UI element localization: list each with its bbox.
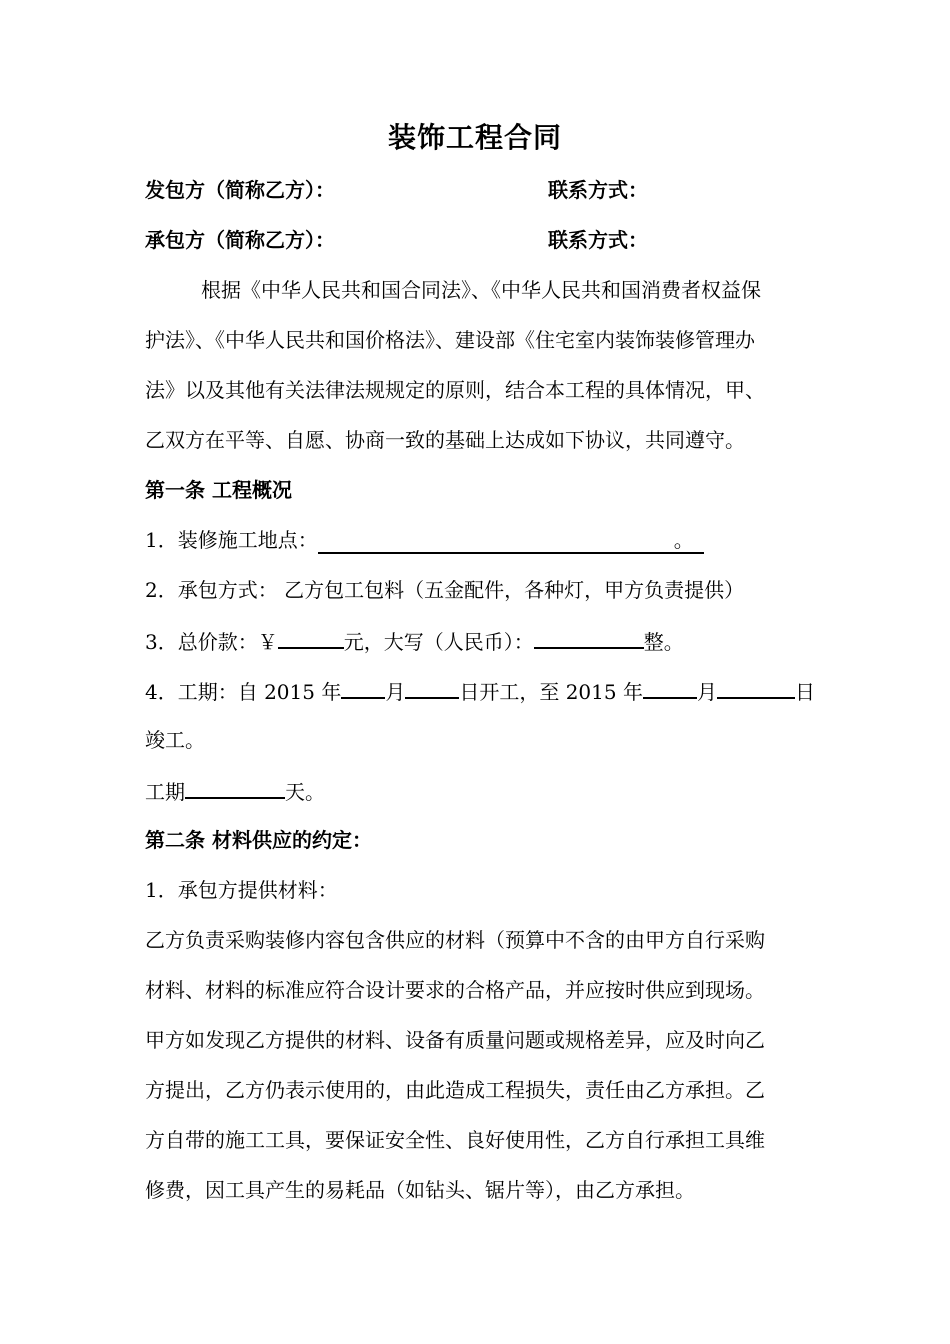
- item-1-label: 1．装修施工地点：: [145, 528, 318, 552]
- preamble-line-3: 法》以及其他有关法律法规规定的原则，结合本工程的具体情况，甲、: [145, 378, 765, 402]
- period-start-label: 4．工期：自 2015 年: [145, 680, 342, 704]
- address-blank: [318, 528, 704, 554]
- party-a-label: 发包方（简称乙方）：: [145, 178, 335, 202]
- month-label-2: 月: [696, 680, 717, 704]
- party-a-contact-label: 联系方式：: [548, 178, 648, 202]
- period-end-label: 日开工，至 2015 年: [459, 680, 643, 704]
- price-end-label: 整。: [643, 630, 684, 654]
- preamble-line-4: 乙双方在平等、自愿、协商一致的基础上达成如下协议，共同遵守。: [145, 428, 745, 452]
- party-b-row: [145, 225, 845, 255]
- address-end-mark: 。: [673, 528, 694, 552]
- start-month-blank: [341, 675, 385, 699]
- price-label: 3．总价款：￥: [145, 630, 278, 654]
- price-words-blank: [534, 625, 644, 649]
- party-b-contact-label: 联系方式：: [548, 228, 648, 252]
- article-1-item-4-cont: 竣工。: [145, 728, 205, 752]
- article-2-item-1: 1．承包方提供材料：: [145, 878, 338, 902]
- price-number-blank: [278, 625, 344, 649]
- article-2-body-line-2: 材料、材料的标准应符合设计要求的合格产品，并应按时供应到现场。: [145, 978, 765, 1002]
- party-b-label: 承包方（简称乙方）：: [145, 228, 335, 252]
- end-day-blank: [717, 675, 795, 699]
- duration-unit: 天。: [285, 780, 325, 804]
- duration-blank: [185, 775, 285, 799]
- end-month-blank: [643, 675, 697, 699]
- article-1-duration: [145, 775, 845, 807]
- month-label: 月: [385, 680, 406, 704]
- article-1-item-4: [145, 675, 845, 707]
- page-title: 装饰工程合同: [387, 121, 562, 154]
- article-1-heading: 第一条 工程概况: [145, 478, 292, 502]
- article-1-item-1: [145, 525, 845, 555]
- article-2-body-line-3: 甲方如发现乙方提供的材料、设备有质量问题或规格差异，应及时向乙: [145, 1028, 765, 1052]
- article-2-heading: 第二条 材料供应的约定：: [145, 828, 372, 852]
- start-day-blank: [405, 675, 459, 699]
- article-2-body-line-5: 方自带的施工工具，要保证安全性、良好使用性，乙方自行承担工具维: [145, 1128, 765, 1152]
- article-1-item-3: [145, 625, 845, 657]
- article-2-body-line-6: 修费，因工具产生的易耗品（如钻头、锯片等），由乙方承担。: [145, 1178, 695, 1202]
- article-1-item-2: 2．承包方式： 乙方包工包料（五金配件，各种灯，甲方负责提供）: [145, 578, 745, 602]
- preamble-line-2: 护法》、《中华人民共和国价格法》、建设部《住宅室内装饰装修管理办: [145, 328, 755, 352]
- price-mid-label: 元，大写（人民币）：: [343, 630, 534, 654]
- article-2-body-line-1: 乙方负责采购装修内容包含供应的材料（预算中不含的由甲方自行采购: [145, 928, 765, 952]
- preamble-text: 根据《中华人民共和国合同法》、《中华人民共和国消费者权益保: [201, 278, 761, 302]
- article-2-body-line-4: 方提出，乙方仍表示使用的，由此造成工程损失，责任由乙方承担。乙: [145, 1078, 765, 1102]
- duration-label: 工期: [145, 780, 185, 804]
- day-label: 日: [794, 680, 815, 704]
- party-a-row: [145, 175, 845, 205]
- preamble-line-1: [145, 275, 845, 305]
